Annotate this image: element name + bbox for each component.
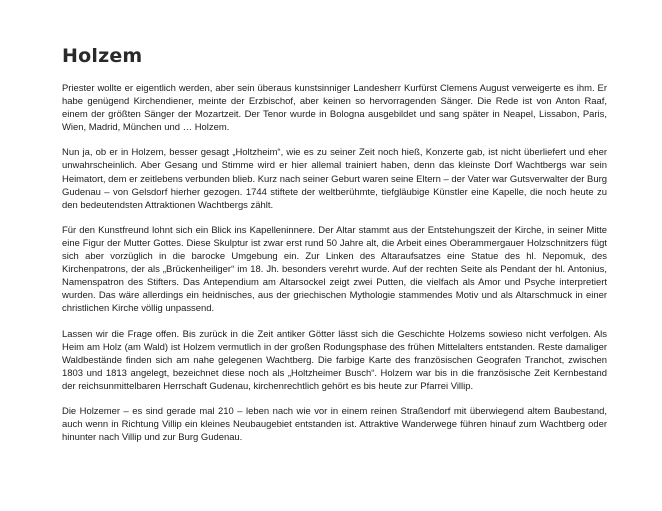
paragraph-4: Lassen wir die Frage offen. Bis zurück in die Zeit antiker Götter lässt sich die Geschichte Holzems sowieso nicht verfolgen. Als Heim am Holz (am Wald) ist Holzem vermutlich in der großen Rodungsphase des frühen Mittelalters entstanden. Reste damaliger Waldbestände finden sich am nahe gelegenen Wachtberg. Die farbige Karte des französischen Geografen Tranchot, zwischen 1803 und 1813 angelegt, bezeichnet diese noch als „Holtzheimer Busch“. Holzem war bis in die französische Zeit Kernbestand der reichsunmittelbaren Herrschaft Gudenau, kirchenrechtlich gehört es bis heute zur Pfarrei Villip. bbox=[62, 328, 607, 392]
page-title: Holzem bbox=[62, 45, 143, 67]
paragraph-3: Für den Kunstfreund lohnt sich ein Blick ins Kapelleninnere. Der Altar stammt aus der Entstehungszeit der Kirche, in seiner Mitte eine Figur der Mutter Gottes. Diese Skulptur ist zwar erst rund 50 Jahre alt, die Arbeit eines Oberammergauer Holzschnitzers fügt sich aber vorzüglich in die barocke Umgebung ein. Zur Linken des Altaraufsatzes eine Statue des hl. Nepomuk, des Kirchenpatrons, der als „Brückenheiliger“ im 18. Jh. besonders verehrt wurde. Auf der rechten Seite als Pendant der hl. Antonius, Namenspatron des Stifters. Das Antependium am Altarsockel zeigt zwei Putten, die vielfach als Amor und Psyche interpretiert wurden. Das wäre allerdings ein heidnisches, aus der griechischen Mythologie stammendes Motiv und als Altarschmuck in einer christlichen Kirche völlig unpassend. bbox=[62, 224, 607, 315]
paragraph-2: Nun ja, ob er in Holzem, besser gesagt „Holtzheim“, wie es zu seiner Zeit noch hieß, Konzerte gab, ist nicht überliefert und eher unwahrscheinlich. Aber Gesang und Stimme wird er hier allemal trainiert haben, denn das kleinste Dorf Wachtbergs war sein Heimatort, dem er zeitlebens verbunden blieb. Kurz nach seiner Geburt waren seine Eltern – der Vater war Gutsverwalter der Burg Gudenau – von Gelsdorf hierher gezogen. 1744 stiftete der weltberühmte, tiefgläubige Künstler eine Kapelle, die noch heute zu den bedeutendsten Attraktionen Wachtbergs zählt. bbox=[62, 147, 607, 211]
paragraph-5: Die Holzemer – es sind gerade mal 210 – leben nach wie vor in einem reinen Straßendorf mit überwiegend altem Baubestand, auch wenn in Richtung Villip ein kleines Neubaugebiet entstanden ist. Attraktive Wanderwege führen hinauf zum Wachtberg oder hinunter nach Villip und zur Burg Gudenau. bbox=[62, 405, 607, 444]
document-page bbox=[62, 44, 607, 456]
paragraph-1: Priester wollte er eigentlich werden, aber sein überaus kunstsinniger Landesherr Kurfürst Clemens August verweigerte es ihm. Er habe genügend Kirchendiener, meinte der Erzbischof, aber keinen so hervorragenden Sänger. Die Rede ist von Anton Raaf, einem der größten Sänger der Mozartzeit. Der Tenor wurde in Bologna ausgebildet und sang später in Neapel, Lissabon, Paris, Wien, Madrid, München und … Holzem. bbox=[62, 83, 607, 134]
